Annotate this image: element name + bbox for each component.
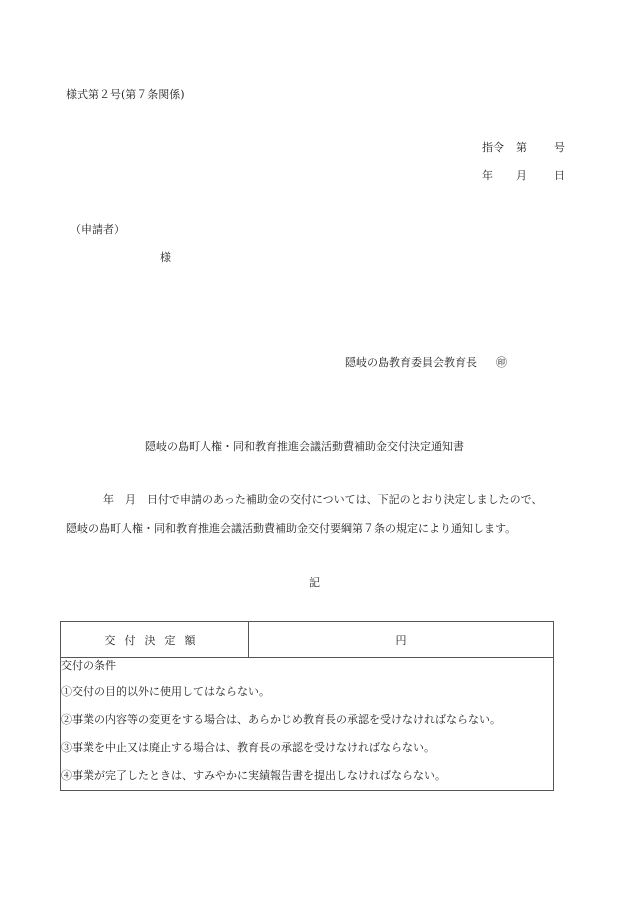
body-line-2: 隠岐の島町人権・同和教育推進会議活動費補助金交付要綱第７条の規定により通知します。 [66, 522, 517, 535]
reference-dai: 第 [516, 141, 527, 154]
date-year: 年 [482, 169, 493, 182]
condition-item: ④事業が完了したときは、すみやかに実績報告書を提出しなければならない。 [61, 769, 446, 782]
issuer-name: 隠岐の島教育委員会教育長 [345, 356, 477, 369]
reference-go: 号 [554, 141, 565, 154]
conditions-cell [61, 658, 554, 791]
amount-value: 円 [249, 622, 554, 658]
document-title: 隠岐の島町人権・同和教育推進会議活動費補助金交付決定通知書 [145, 440, 464, 453]
body-line-1: 年 月 日付で申請のあった補助金の交付については、下記のとおり決定しましたので、 [103, 493, 543, 506]
honorific: 様 [160, 251, 171, 264]
conditions-row [61, 658, 554, 791]
form-number: 様式第２号(第７条関係) [66, 88, 185, 101]
seal-icon: ㊞ [496, 356, 507, 369]
date-day: 日 [554, 169, 565, 182]
condition-item: ③事業を中止又は廃止する場合は、教育長の承認を受けなければならない。 [61, 741, 435, 754]
applicant-label: （申請者） [70, 223, 125, 236]
amount-label: 交付決定額 [61, 622, 249, 658]
ki-heading: 記 [309, 576, 320, 589]
amount-row [61, 622, 554, 658]
date-month: 月 [516, 169, 527, 182]
reference-label: 指令 [482, 141, 504, 154]
condition-item: ①交付の目的以外に使用してはならない。 [61, 685, 270, 698]
decision-table [60, 621, 554, 791]
conditions-title: 交付の条件 [61, 659, 116, 672]
condition-item: ②事業の内容等の変更をする場合は、あらかじめ教育長の承認を受けなければならない。 [61, 713, 501, 726]
